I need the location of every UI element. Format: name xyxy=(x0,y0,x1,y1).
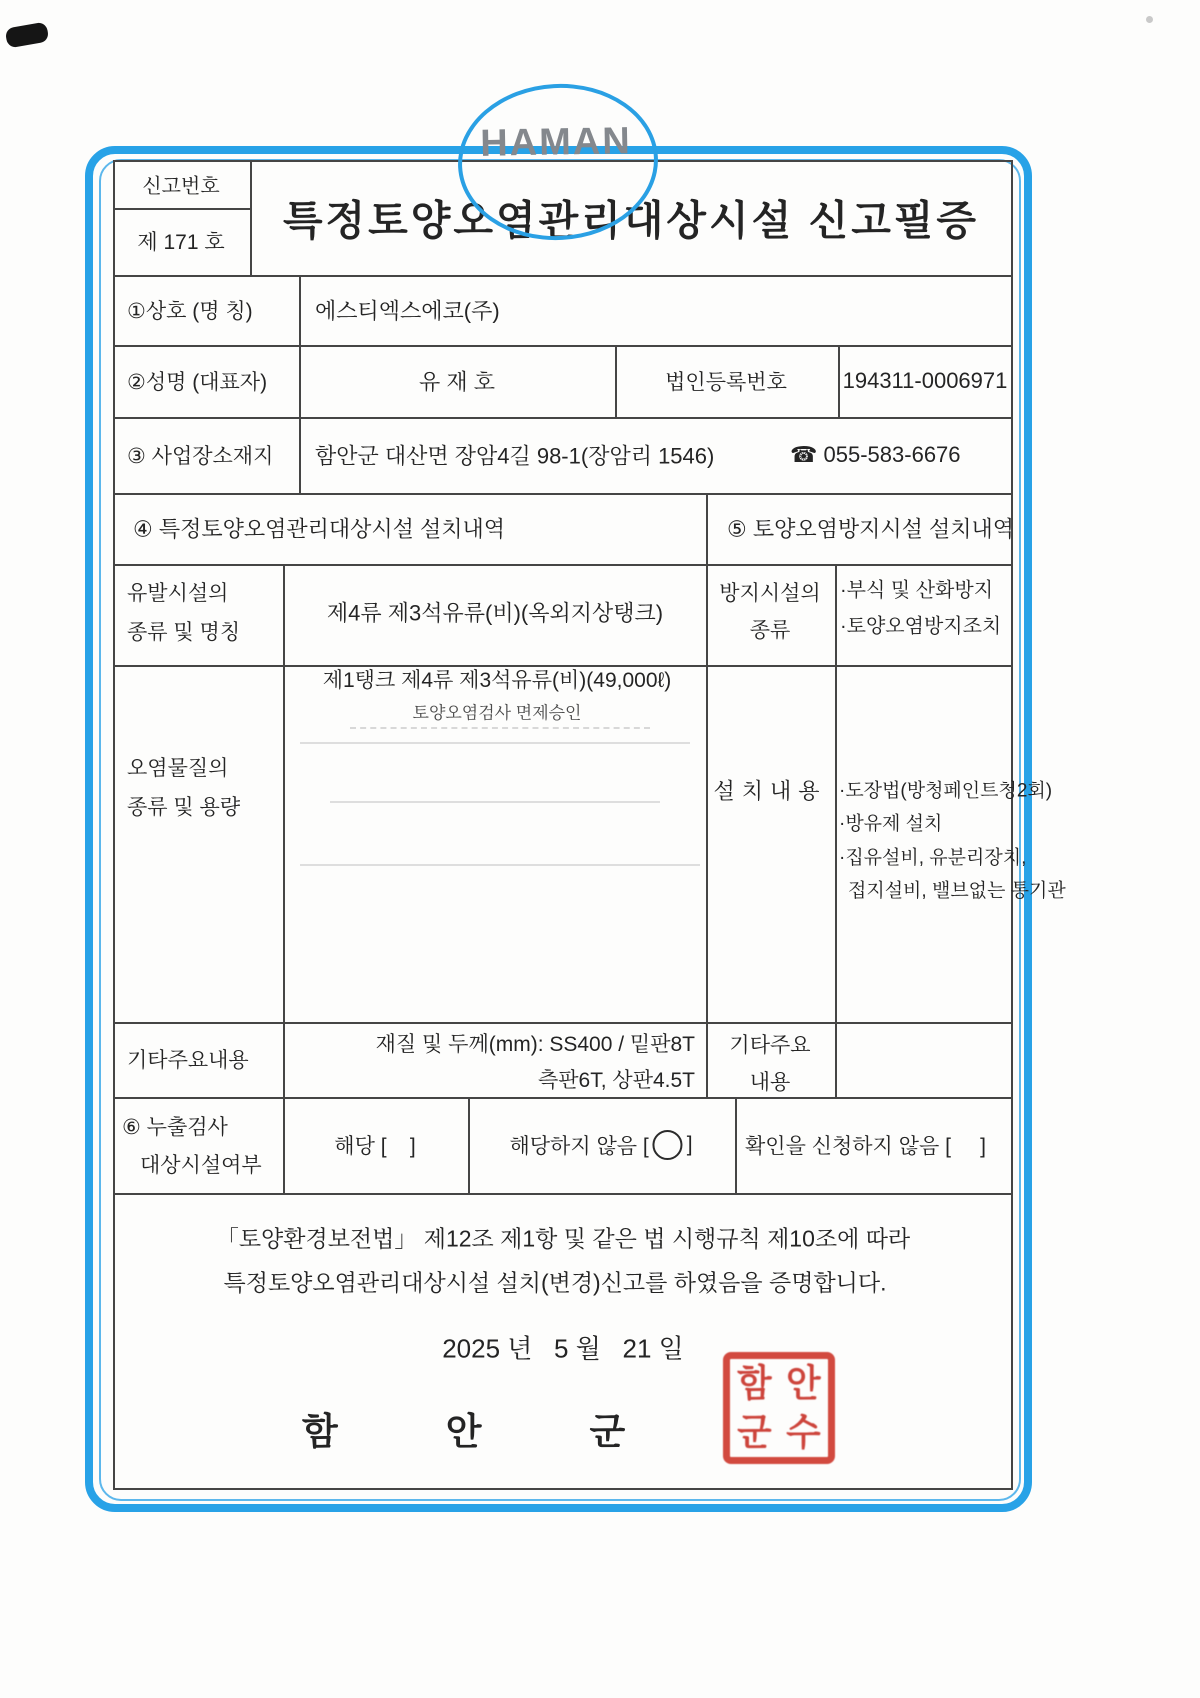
corp-reg-number: 194311-0006971 xyxy=(842,368,1008,393)
install-label: 설치내용 xyxy=(713,778,827,804)
official-red-seal xyxy=(723,1352,835,1464)
table-line xyxy=(615,345,617,417)
section5-title: ⑤ 토양오염방지시설 설치내역 xyxy=(727,516,1014,542)
table-line xyxy=(113,160,115,1490)
prevent-item: ·토양오염방지조치 xyxy=(840,615,1002,638)
prevent-label-line2: 종류 xyxy=(749,619,791,642)
pollutant-label-line2: 종류 및 용량 xyxy=(127,796,241,819)
table-line xyxy=(113,1097,1013,1099)
table-line xyxy=(250,160,252,275)
table-line xyxy=(113,208,252,210)
selected-circle-mark xyxy=(653,1130,683,1160)
representative-label: ②성명 (대표자) xyxy=(127,371,268,394)
table-line xyxy=(468,1097,470,1193)
address-value: 함안군 대산면 장암4길 98-1(장암리 1546) xyxy=(315,443,715,469)
statement-line1: 「토양환경보전법」 제12조 제1항 및 같은 법 시행규칙 제10조에 따라 xyxy=(215,1225,911,1252)
prevent-label-line1: 방지시설의 xyxy=(719,582,821,605)
leak-option-no-bracket: ] xyxy=(686,1133,693,1156)
certificate-title: 특정토양오염관리대상시설 신고필증 xyxy=(282,197,980,244)
pollutant-label-line1: 오염물질의 xyxy=(127,757,229,780)
phone-value: ☎ 055-583-6676 xyxy=(790,442,961,467)
table-line xyxy=(706,493,708,1097)
statement-line2: 특정토양오염관리대상시설 설치(변경)신고를 하였음을 증명합니다. xyxy=(223,1269,887,1296)
redacted-line xyxy=(300,864,700,866)
table-line xyxy=(735,1097,737,1193)
table-line xyxy=(838,345,840,417)
report-no-label: 신고번호 xyxy=(142,175,220,198)
seal-char: 수 xyxy=(786,1411,821,1454)
table-line xyxy=(283,564,285,1193)
install-item: ·도장법(방청페인트청2회) xyxy=(839,780,1053,802)
prevent-item: ·부식 및 산화방지 xyxy=(840,579,994,602)
company-value: 에스티엑스에코(주) xyxy=(315,298,500,324)
facility-label-line2: 종류 및 명칭 xyxy=(127,621,241,644)
etc-value-line1: 재질 및 두께(mm): SS400 / 밑판8T xyxy=(375,1033,695,1056)
table-line xyxy=(113,1488,1013,1490)
install-item: ·방유제 설치 xyxy=(839,813,943,835)
etc2-label-line1: 기타주요 xyxy=(729,1034,811,1057)
table-line xyxy=(113,275,1013,277)
haman-stamp-text: HAMAN xyxy=(479,120,633,165)
facility-value: 제4류 제3석유류(비)(옥외지상탱크) xyxy=(326,600,664,626)
issue-date: 2025 년 5 월 21 일 xyxy=(442,1333,684,1364)
redacted-line xyxy=(350,727,650,729)
table-line xyxy=(113,564,1013,566)
table-line xyxy=(113,493,1013,495)
etc-label: 기타주요내용 xyxy=(127,1049,249,1072)
table-line xyxy=(113,1193,1013,1195)
table-line xyxy=(1011,160,1013,1490)
report-no-value: 제 171 호 xyxy=(137,231,225,254)
leak-option-not-requested: 확인을 신청하지 않음 [ ] xyxy=(745,1135,986,1158)
issuing-authority: 함안군 xyxy=(302,1411,734,1452)
install-item: ·집유설비, 유분리장치, xyxy=(839,847,1027,869)
company-label: ①상호 (명 칭) xyxy=(127,300,253,323)
table-line xyxy=(299,275,301,493)
representative-name: 유 재 호 xyxy=(419,369,495,395)
pollutant-line1: 제1탱크 제4류 제3석유류(비)(49,000ℓ) xyxy=(322,669,672,692)
table-line xyxy=(113,417,1013,419)
leak-label-line1: ⑥ 누출검사 xyxy=(122,1116,228,1139)
leak-option-yes: 해당 [ ] xyxy=(334,1135,416,1158)
scan-artifact-mark xyxy=(5,22,50,49)
seal-char: 함 xyxy=(737,1362,772,1405)
etc2-label-line2: 내용 xyxy=(749,1071,791,1094)
leak-label-line2: 대상시설여부 xyxy=(140,1154,262,1177)
seal-char: 안 xyxy=(786,1362,821,1405)
table-line xyxy=(113,1022,1013,1024)
section4-title: ④ 특정토양오염관리대상시설 설치내역 xyxy=(133,516,505,542)
scan-artifact-dot xyxy=(1146,16,1153,23)
table-line xyxy=(113,345,1013,347)
table-line xyxy=(835,564,837,1097)
facility-label-line1: 유발시설의 xyxy=(127,582,229,605)
pollutant-line2: 토양오염검사 면제승인 xyxy=(412,703,582,723)
etc-value-line2: 측판6T, 상판4.5T xyxy=(537,1069,695,1092)
seal-char: 군 xyxy=(737,1411,772,1454)
redacted-line xyxy=(330,801,660,803)
leak-option-no xyxy=(509,1130,692,1160)
leak-option-no-text: 해당하지 않음 [ xyxy=(509,1135,649,1158)
corp-reg-label: 법인등록번호 xyxy=(665,371,787,394)
install-item: 접지설비, 밸브없는 통기관 xyxy=(848,880,1066,902)
redacted-line xyxy=(300,742,690,744)
address-label: ③ 사업장소재지 xyxy=(127,445,274,468)
